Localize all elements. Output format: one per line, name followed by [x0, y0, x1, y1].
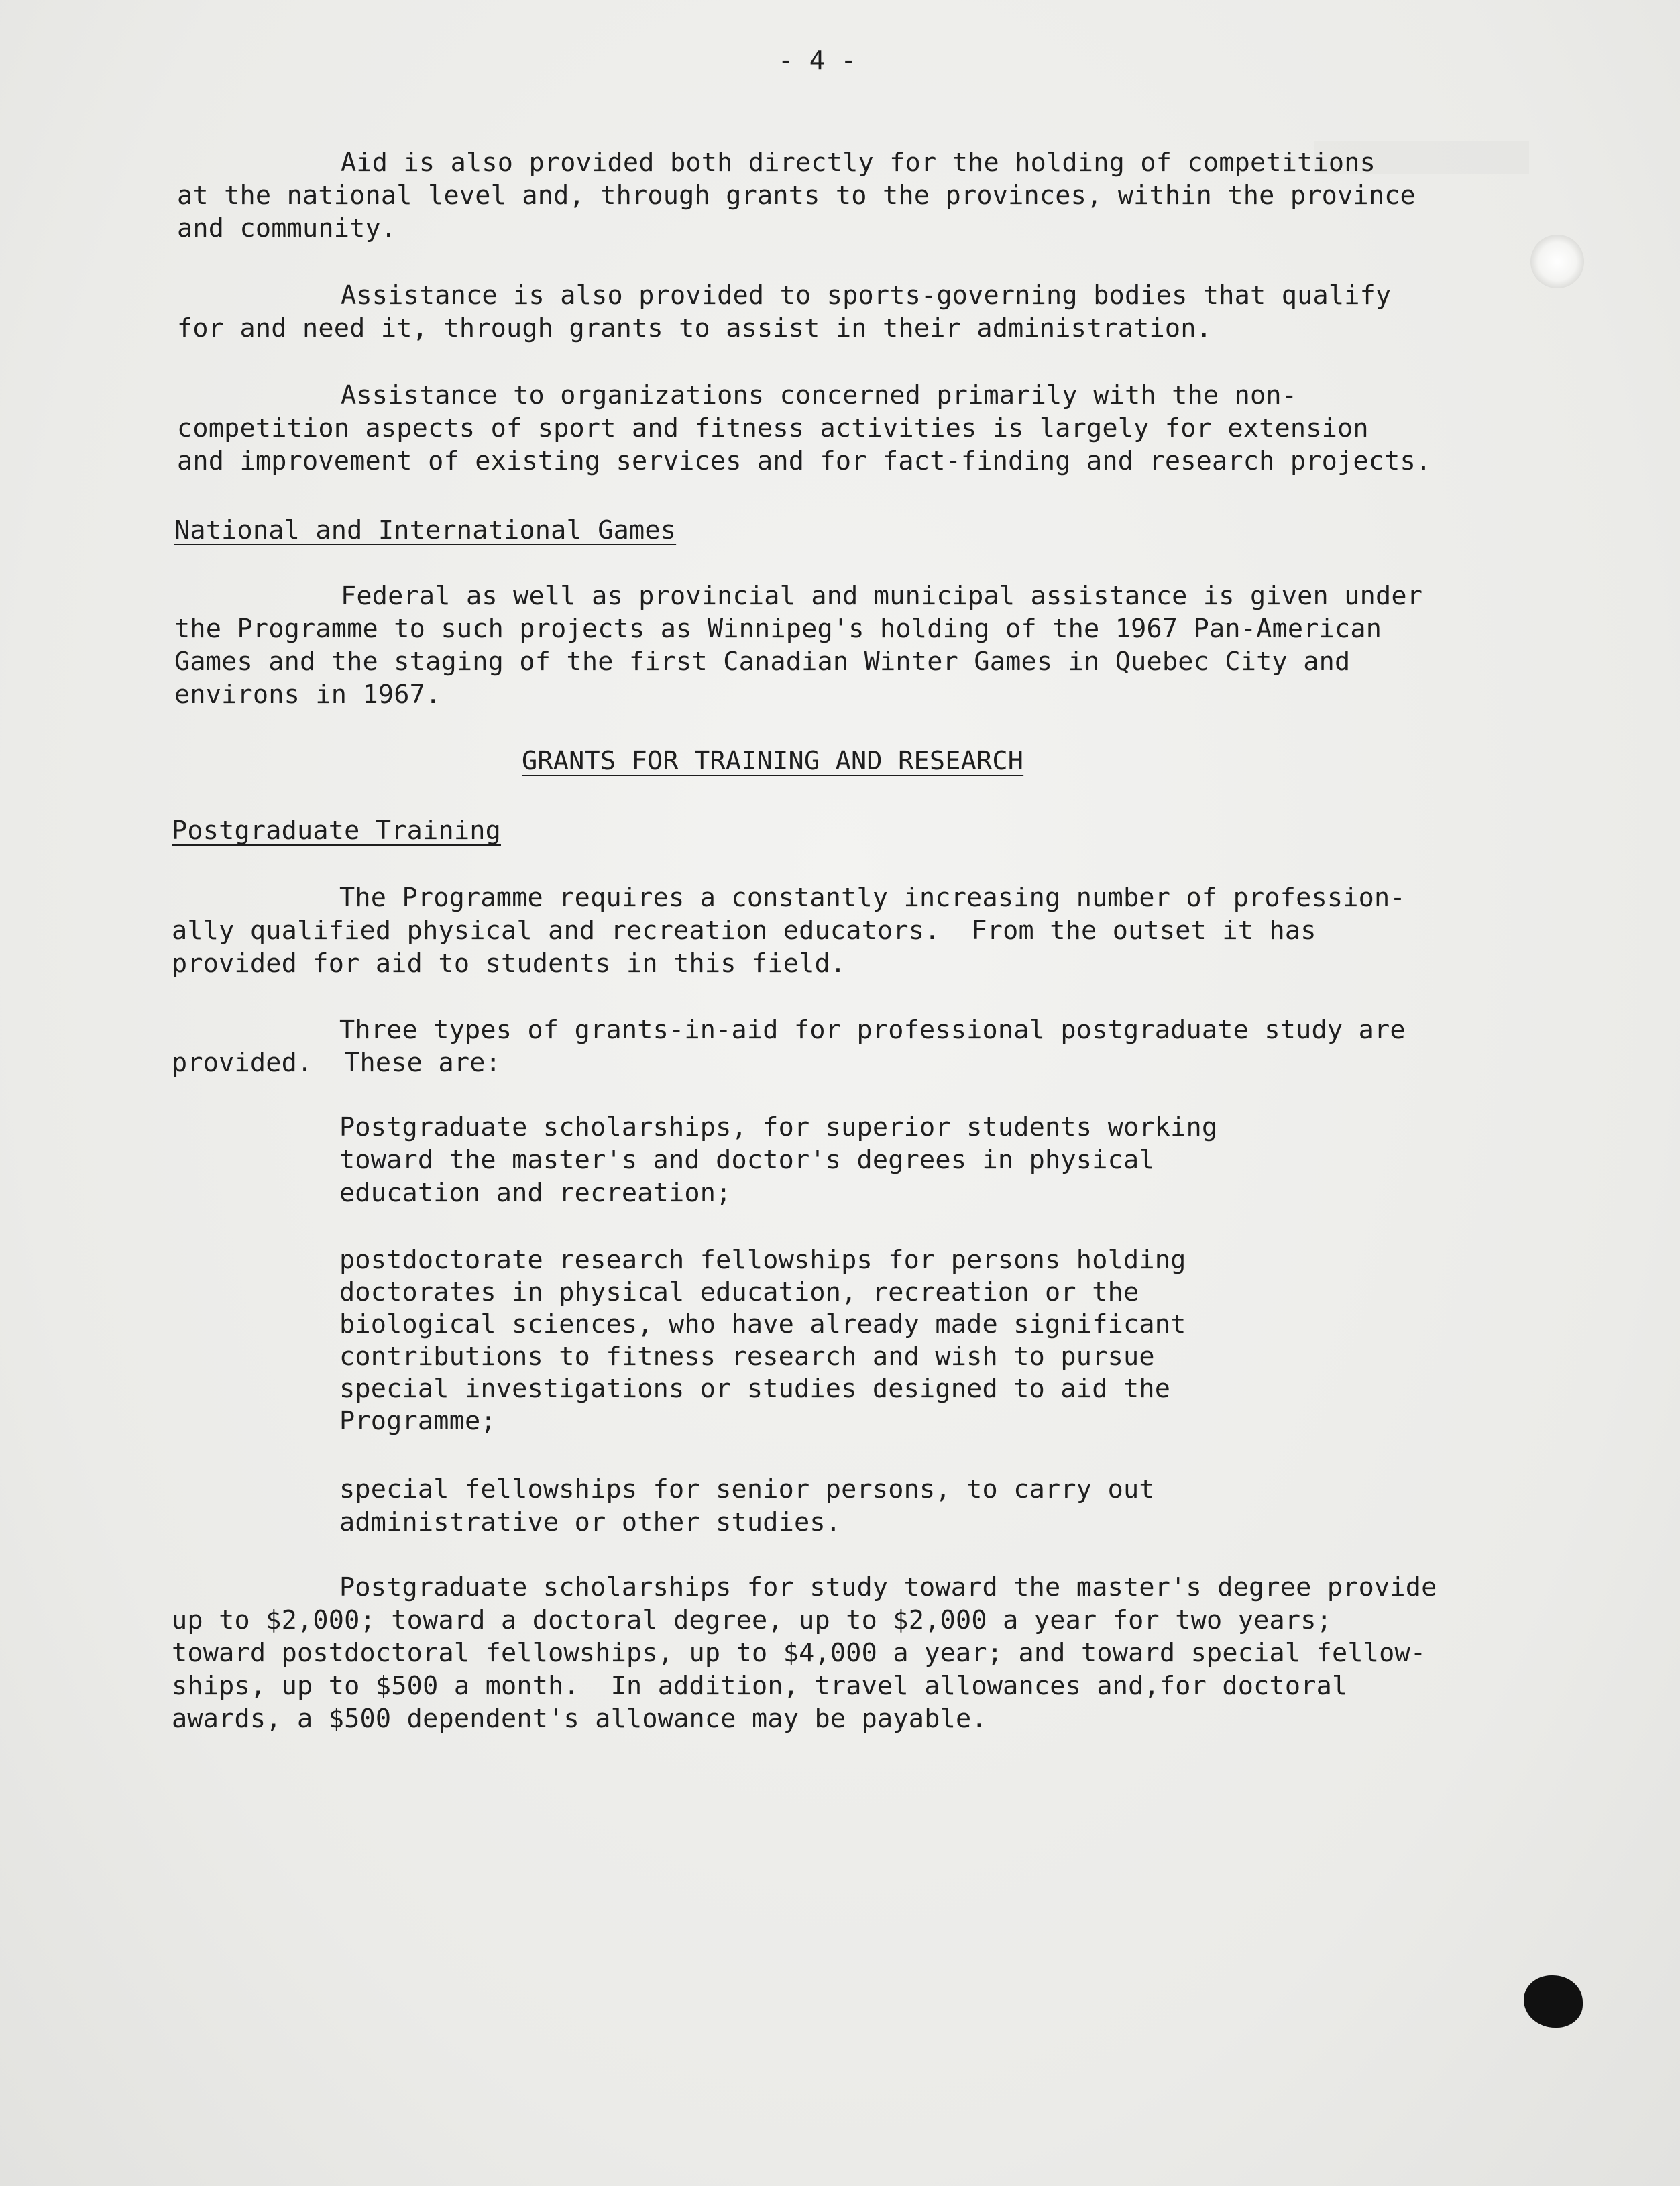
paragraph-line: Federal as well as provincial and municipal assistance is given under	[341, 581, 1423, 611]
paragraph-line: The Programme requires a constantly increasing number of profession-	[339, 883, 1406, 913]
paragraph-line: for and need it, through grants to assist in their administration.	[177, 313, 1213, 343]
paragraph-line: Games and the staging of the first Canadian Winter Games in Quebec City and	[174, 647, 1351, 677]
list-item-line: doctorates in physical education, recreation or the	[339, 1277, 1139, 1307]
paragraph-line: awards, a $500 dependent's allowance may be payable.	[172, 1704, 987, 1734]
paragraph-line: provided. These are:	[172, 1048, 501, 1078]
section-heading-games: National and International Games	[174, 515, 677, 545]
paragraph-line: toward postdoctoral fellowships, up to $4,000 a year; and toward special fellow-	[172, 1638, 1426, 1668]
paragraph-line: and community.	[177, 213, 397, 243]
paragraph-line: Postgraduate scholarships for study toward the master's degree provide	[339, 1572, 1437, 1602]
paragraph-line: at the national level and, through grants to the provinces, within the province	[177, 180, 1416, 211]
paragraph-line: Assistance to organizations concerned primarily with the non-	[341, 380, 1298, 411]
paragraph-line: ships, up to $500 a month. In addition, travel allowances and,for doctoral	[172, 1671, 1348, 1701]
list-item-line: postdoctorate research fellowships for persons holding	[339, 1245, 1186, 1275]
section-heading-postgraduate: Postgraduate Training	[172, 816, 501, 846]
list-item-line: administrative or other studies.	[339, 1507, 842, 1537]
list-item-line: toward the master's and doctor's degrees in physical	[339, 1145, 1155, 1175]
section-heading-grants: GRANTS FOR TRAINING AND RESEARCH	[522, 746, 1024, 776]
list-item-line: Programme;	[339, 1406, 496, 1436]
paragraph-line: competition aspects of sport and fitness activities is largely for extension	[177, 413, 1369, 443]
paragraph-line: provided for aid to students in this field.	[172, 948, 846, 979]
paragraph-line: Assistance is also provided to sports-governing bodies that qualify	[341, 280, 1392, 311]
list-item-line: Postgraduate scholarships, for superior students working	[339, 1112, 1218, 1142]
paragraph-line: environs in 1967.	[174, 679, 441, 710]
page-number: - 4 -	[778, 46, 856, 76]
paragraph-line: and improvement of existing services and for fact-finding and research projects.	[177, 446, 1432, 476]
paragraph-line: up to $2,000; toward a doctoral degree, up to $2,000 a year for two years;	[172, 1605, 1333, 1635]
paragraph-line: ally qualified physical and recreation educators. From the outset it has	[172, 916, 1317, 946]
list-item-line: education and recreation;	[339, 1178, 732, 1208]
list-item-line: biological sciences, who have already made significant	[339, 1309, 1186, 1340]
punch-hole-mark-bottom	[1524, 1975, 1583, 2028]
paragraph-line: the Programme to such projects as Winnipeg's holding of the 1967 Pan-American	[174, 614, 1382, 644]
list-item-line: special investigations or studies designed to aid the	[339, 1374, 1171, 1404]
paragraph-line: Aid is also provided both directly for the holding of competitions	[341, 148, 1376, 178]
paragraph-line: Three types of grants-in-aid for professional postgraduate study are	[339, 1015, 1406, 1045]
punch-hole-mark-top	[1530, 235, 1584, 288]
list-item-line: contributions to fitness research and wish to pursue	[339, 1342, 1155, 1372]
list-item-line: special fellowships for senior persons, to carry out	[339, 1474, 1155, 1505]
